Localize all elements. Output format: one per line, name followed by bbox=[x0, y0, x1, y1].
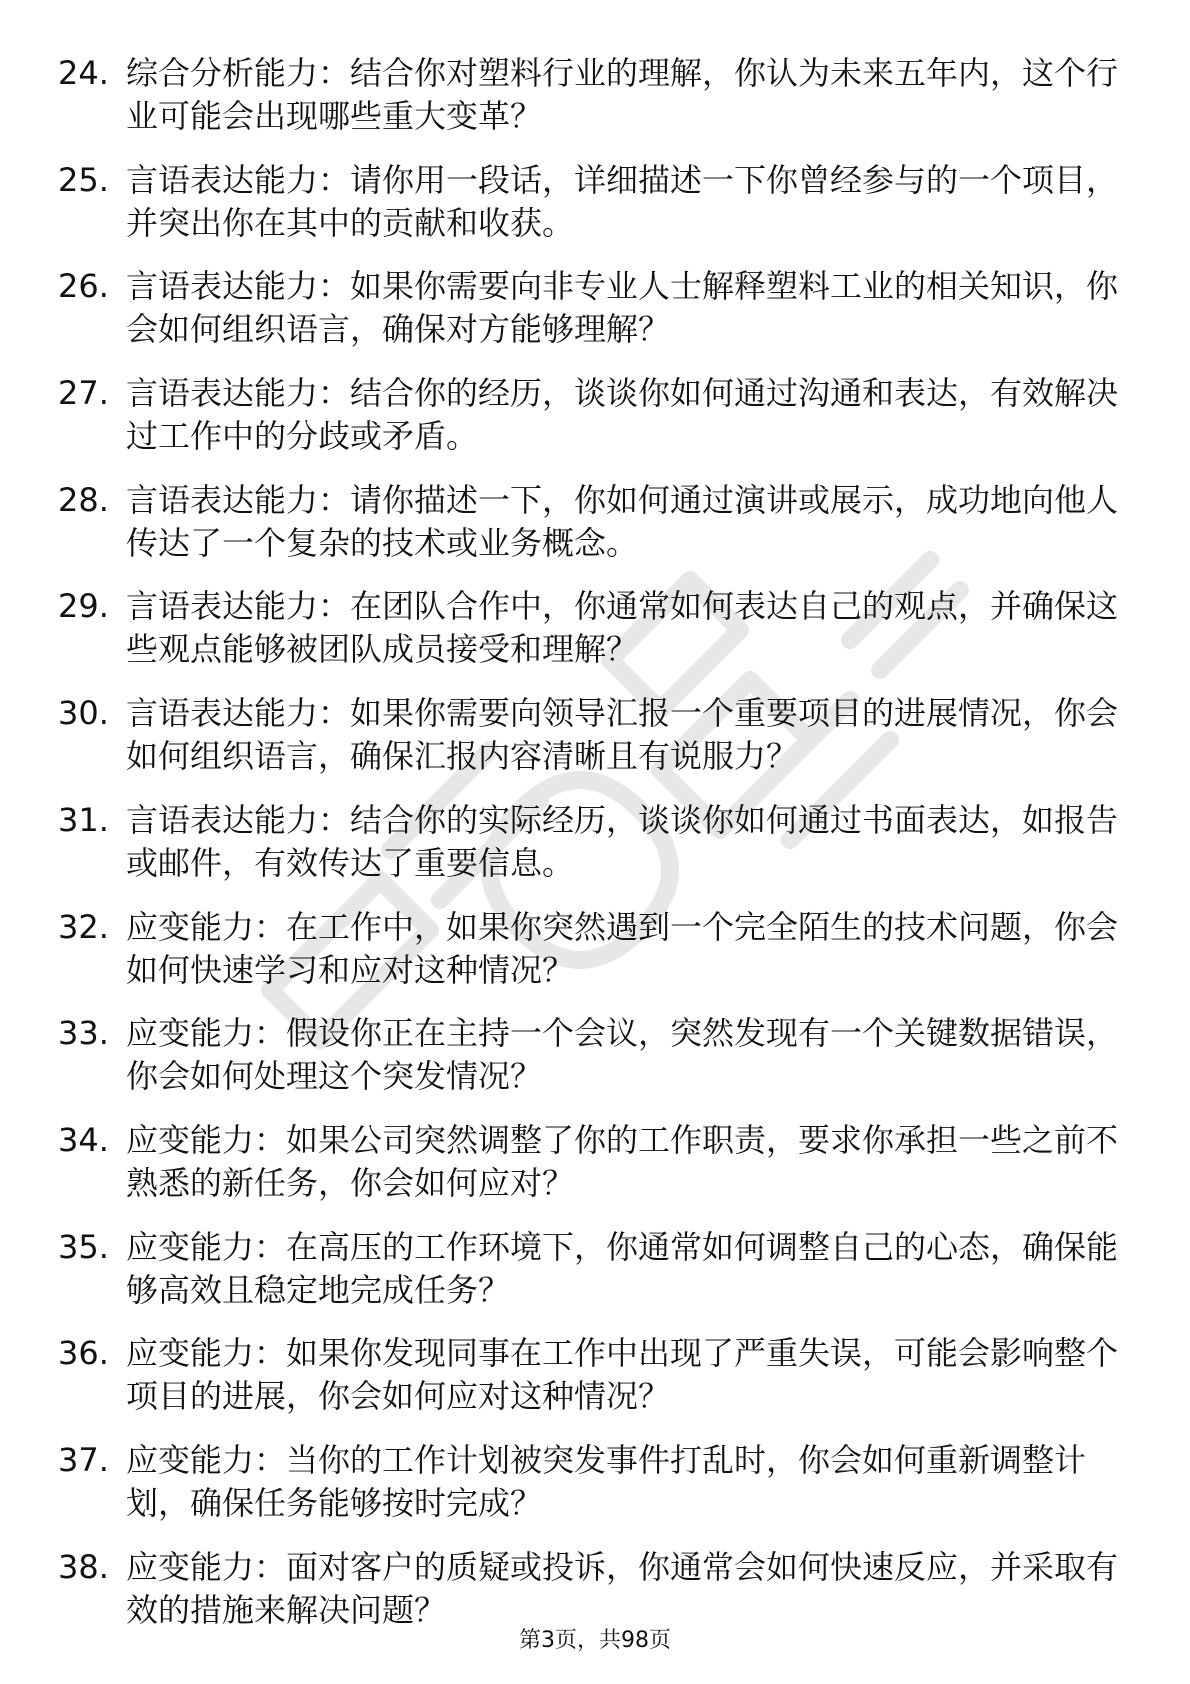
question-number: 35. bbox=[58, 1227, 109, 1266]
question-text: 综合分析能力：结合你对塑料行业的理解，你认为未来五年内，这个行业可能会出现哪些重大变革？ bbox=[126, 54, 1119, 135]
question-item bbox=[58, 265, 1128, 351]
question-text: 言语表达能力：结合你的经历，谈谈你如何通过沟通和表达，有效解决过工作中的分歧或矛盾。 bbox=[126, 374, 1119, 456]
question-text: 言语表达能力：请你用一段话，详细描述一下你曾经参与的一个项目，并突出你在其中的贡献和收获。 bbox=[126, 160, 1119, 242]
question-text: 应变能力：面对客户的质疑或投诉，你通常会如何快速反应，并采取有效的措施来解决问题？ bbox=[126, 1547, 1119, 1629]
question-text: 应变能力：当你的工作计划被突发事件打乱时，你会如何重新调整计划，确保任务能够按时完成？ bbox=[126, 1440, 1087, 1522]
question-number: 37. bbox=[58, 1440, 109, 1479]
question-text: 言语表达能力：如果你需要向非专业人士解释塑料工业的相关知识，你会如何组织语言，确保对方能够理解？ bbox=[126, 267, 1119, 349]
question-item bbox=[58, 906, 1128, 992]
question-item bbox=[58, 1119, 1128, 1205]
question-text: 应变能力：如果公司突然调整了你的工作职责，要求你承担一些之前不熟悉的新任务，你会如何应对？ bbox=[126, 1120, 1119, 1202]
question-number: 24. bbox=[58, 54, 109, 92]
page-footer: 第3页，共98页 bbox=[519, 1628, 671, 1653]
question-item bbox=[58, 799, 1128, 885]
question-text: 言语表达能力：如果你需要向领导汇报一个重要项目的进展情况，你会如何组织语言，确保汇报内容清晰且有说服力？ bbox=[126, 694, 1119, 776]
question-number: 29. bbox=[58, 587, 109, 626]
question-number: 32. bbox=[58, 907, 109, 946]
question-number: 34. bbox=[58, 1120, 109, 1159]
question-number: 38. bbox=[58, 1547, 109, 1586]
question-item bbox=[58, 479, 1128, 565]
question-text: 应变能力：在高压的工作环境下，你通常如何调整自己的心态，确保能够高效且稳定地完成任务？ bbox=[126, 1227, 1119, 1309]
question-item bbox=[58, 159, 1128, 245]
question-number: 30. bbox=[58, 694, 109, 733]
question-number: 27. bbox=[58, 374, 109, 413]
question-list bbox=[58, 52, 1128, 1652]
question-text: 言语表达能力：结合你的实际经历，谈谈你如何通过书面表达，如报告或邮件，有效传达了重要信息。 bbox=[126, 800, 1119, 882]
question-number: 25. bbox=[58, 160, 109, 199]
question-number: 36. bbox=[58, 1334, 109, 1373]
question-text: 言语表达能力：请你描述一下，你如何通过演讲或展示，成功地向他人传达了一个复杂的技术或业务概念。 bbox=[126, 480, 1119, 562]
question-number: 33. bbox=[58, 1014, 109, 1053]
question-text: 言语表达能力：在团队合作中，你通常如何表达自己的观点，并确保这些观点能够被团队成员接受和理解？ bbox=[126, 587, 1119, 669]
question-item bbox=[58, 1439, 1128, 1525]
question-item bbox=[58, 1546, 1128, 1632]
question-item bbox=[58, 1332, 1128, 1418]
question-item bbox=[58, 1226, 1128, 1312]
question-item bbox=[58, 1012, 1128, 1098]
question-item bbox=[58, 52, 1128, 138]
question-text: 应变能力：假设你正在主持一个会议，突然发现有一个关键数据错误，你会如何处理这个突发情况？ bbox=[126, 1014, 1119, 1096]
question-item bbox=[58, 692, 1128, 778]
question-text: 应变能力：在工作中，如果你突然遇到一个完全陌生的技术问题，你会如何快速学习和应对这种情况？ bbox=[126, 907, 1119, 989]
question-item bbox=[58, 585, 1128, 671]
question-number: 26. bbox=[58, 267, 109, 306]
question-number: 28. bbox=[58, 480, 109, 519]
question-item bbox=[58, 372, 1128, 458]
question-text: 应变能力：如果你发现同事在工作中出现了严重失误，可能会影响整个项目的进展，你会如何应对这种情况？ bbox=[126, 1334, 1119, 1416]
question-number: 31. bbox=[58, 800, 109, 839]
